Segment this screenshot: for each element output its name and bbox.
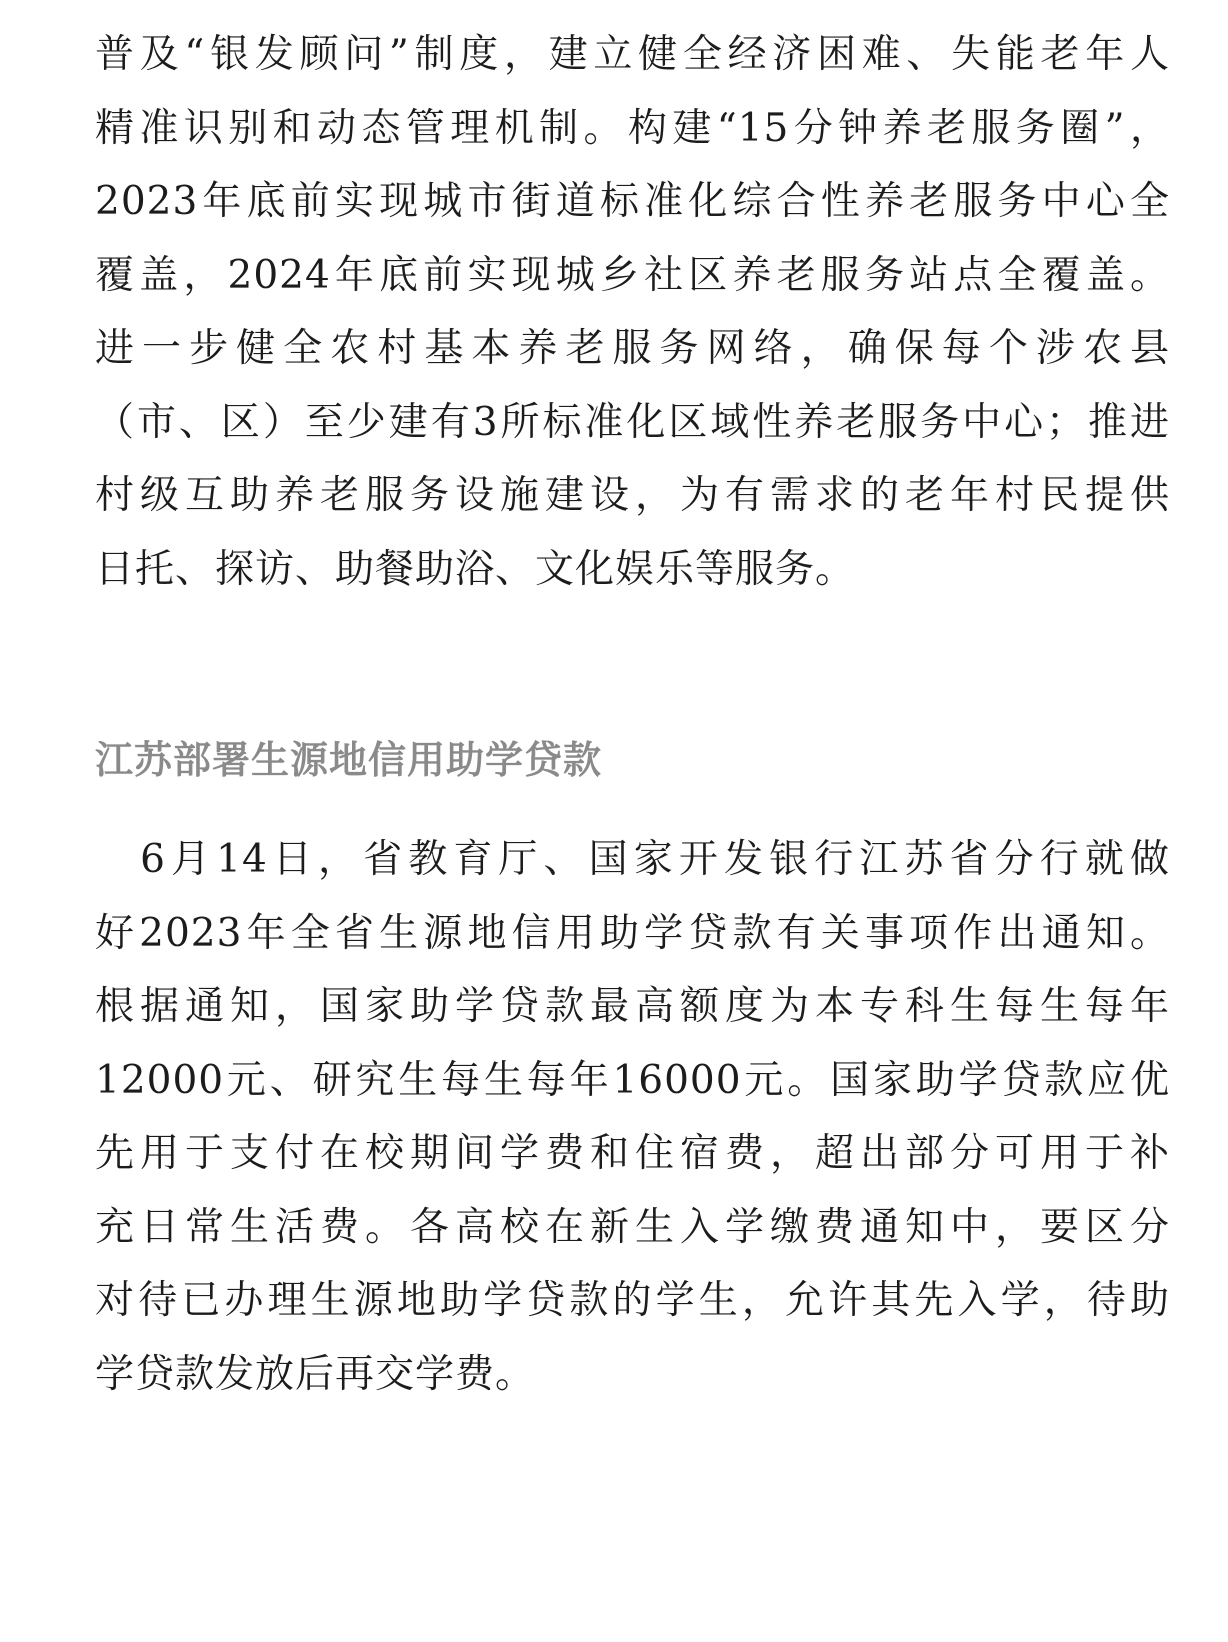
text-line: （市、区）至少建有3所标准化区域性养老服务中心；推进 [95, 399, 1170, 445]
text-line: 覆盖，2024年底前实现城乡社区养老服务站点全覆盖。 [95, 252, 1170, 298]
text-line: 对待已办理生源地助学贷款的学生，允许其先入学，待助 [95, 1278, 1170, 1323]
text-line: 村级互助养老服务设施建设，为有需求的老年村民提供 [95, 473, 1170, 518]
text-line: 日托、探访、助餐助浴、文化娱乐等服务。 [95, 546, 856, 592]
text-line: 先用于支付在校期间学费和住宿费，超出部分可用于补 [95, 1131, 1170, 1176]
paragraph-elderly-care-services [95, 18, 1170, 606]
text-line: 根据通知，国家助学贷款最高额度为本专科生每生每年 [95, 984, 1170, 1029]
text-line: 充日常生活费。各高校在新生入学缴费通知中，要区分 [95, 1204, 1170, 1250]
text-line: 6月14日，省教育厅、国家开发银行江苏省分行就做 [95, 837, 1170, 882]
text-line: 12000元、研究生每生每年16000元。国家助学贷款应优 [95, 1057, 1170, 1103]
section-heading: 江苏部署生源地信用助学贷款 [95, 738, 603, 782]
paragraph-student-loans [95, 823, 1170, 1411]
text-line: 学贷款发放后再交学费。 [95, 1351, 536, 1397]
text-line: 精准识别和动态管理机制。构建“15分钟养老服务圈”， [95, 105, 1170, 151]
text-line: 进一步健全农村基本养老服务网络，确保每个涉农县 [95, 326, 1170, 371]
text-line: 好2023年全省生源地信用助学贷款有关事项作出通知。 [95, 910, 1170, 956]
text-line: 普及“银发顾问”制度，建立健全经济困难、失能老年人 [95, 32, 1170, 77]
text-line: 2023年底前实现城市街道标准化综合性养老服务中心全 [95, 179, 1170, 224]
